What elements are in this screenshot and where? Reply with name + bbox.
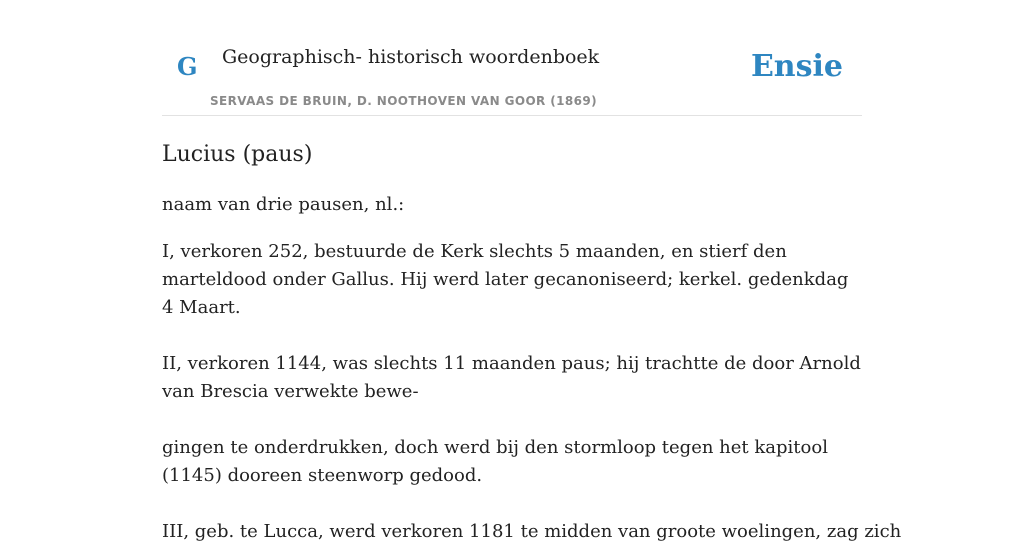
entry-paragraph-4: III, geb. te Lucca, werd verkoren 1181 te midden van groote woelingen, zag zich bbox=[162, 521, 902, 542]
book-author: SERVAAS DE BRUIN, D. NOOTHOVEN VAN GOOR (1869) bbox=[210, 94, 598, 108]
entry-paragraph-2: II, verkoren 1144, was slechts 11 maanden paus; hij trachtte de door Arnold van Brescia verwekte bewe- bbox=[162, 353, 861, 402]
book-title[interactable]: Geographisch- historisch woordenboek bbox=[222, 46, 600, 68]
ensie-logo-link[interactable]: Ensie bbox=[750, 49, 843, 84]
main-container bbox=[162, 0, 902, 546]
entry-intro: naam van drie pausen, nl.: bbox=[162, 194, 405, 215]
entry-paragraph-1: I, verkoren 252, bestuurde de Kerk slechts 5 maanden, en stierf den marteldood onder Gallus. Hij werd later gecanoniseerd; kerkel. gedenkdag 4 Maart. bbox=[162, 241, 849, 318]
page-header bbox=[162, 0, 862, 116]
entry-article bbox=[162, 142, 902, 546]
entry-paragraph-3: gingen te onderdrukken, doch werd bij den stormloop tegen het kapitool (1145) dooreen steenworp gedood. bbox=[162, 437, 828, 486]
entry-title: Lucius (paus) bbox=[162, 142, 313, 167]
book-letter-logo[interactable]: G bbox=[177, 52, 198, 81]
